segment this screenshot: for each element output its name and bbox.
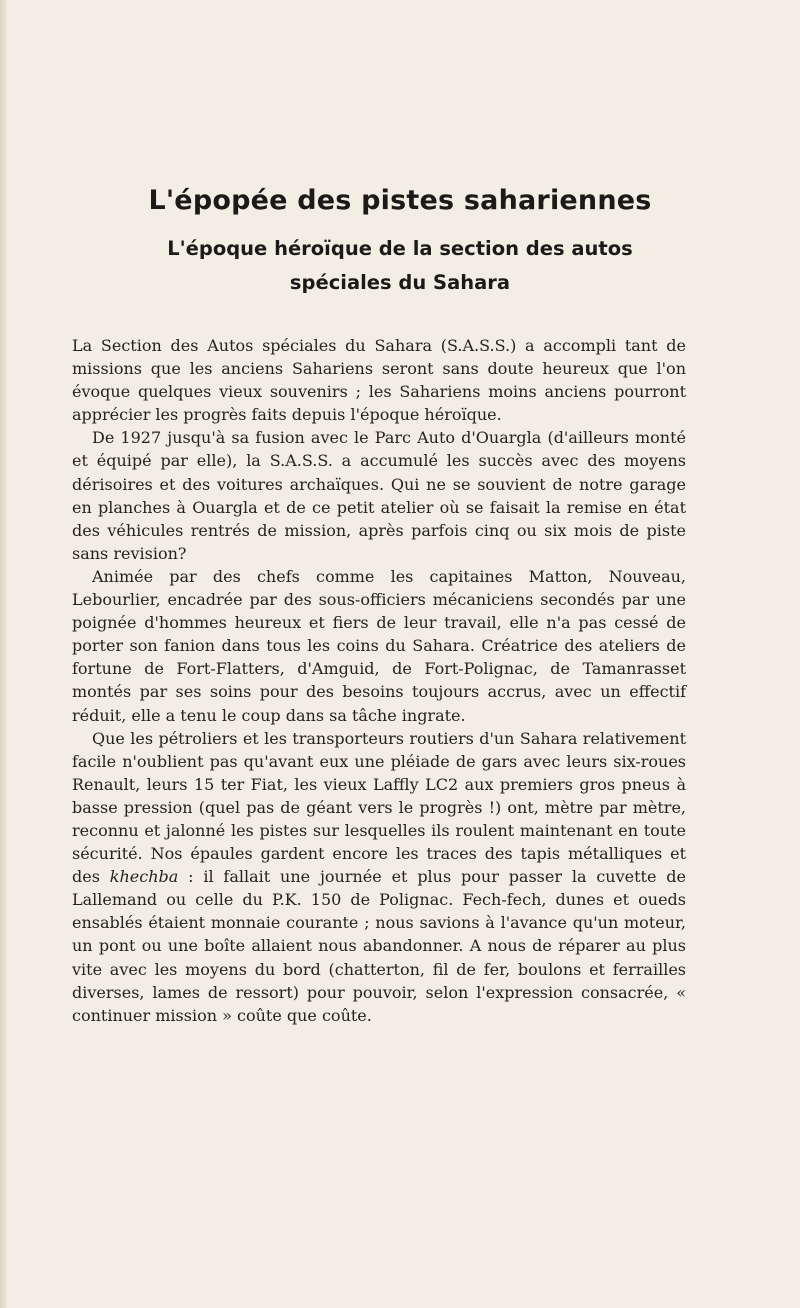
subtitle-line-1: L'époque héroïque de la section des autos: [167, 237, 633, 260]
paragraph-4-part-2: : il fallait une journée et plus pour passer la cuvette de Lallemand ou celle du P.K. 150 de Polignac. Fech-fech, dunes et oueds ensablés étaient monnaie courante ; nous savions à l'avance qu'un moteur, un pont ou une boîte allaient nous abandonner. A nous de réparer au plus vite avec les moyens du bord (chatterton, fil de fer, boulons et ferrailles diverses, lames de ressort) pour pouvoir, selon l'expression consacrée, « continuer mission » coûte que coûte.: [72, 867, 686, 1025]
subtitle-line-2: spéciales du Sahara: [289, 271, 511, 294]
italic-term-khechba: khechba: [109, 867, 179, 887]
paragraph-4-part-1: Que les pétroliers et les transporteurs routiers d'un Sahara relativement facile n'oublient pas qu'avant eux une pléiade de gars avec leurs six-roues Renault, leurs 15 ter Fiat, les vieux Laffly LC2 aux premiers gros pneus à basse pression (quel pas de géant vers le progrès !) ont, mètre par mètre, reconnu et jalonné les pistes sur lesquelles ils roulent maintenant en toute sécurité. Nos épaules gardent encore les traces des tapis métalliques et des: [72, 728, 686, 887]
paragraph-1: La Section des Autos spéciales du Sahara (S.A.S.S.) a accompli tant de missions que les anciens Sahariens seront sans doute heureux que l'on évoque quelques vieux souvenirs ; les Sahariens moins anciens pourront apprécier les progrès faits depuis l'époque héroïque.: [72, 336, 686, 425]
paragraph-2: De 1927 jusqu'à sa fusion avec le Parc Auto d'Ouargla (d'ailleurs monté et équipé par elle), la S.A.S.S. a accumulé les succès avec des moyens dérisoires et des voitures archaïques. Qui ne se souvient de notre garage en planches à Ouargla et de ce petit atelier où se faisait la remise en état des véhicules rentrés de mission, après parfois cinq ou six mois de piste sans revision?: [72, 428, 686, 563]
paragraph-3: Animée par des chefs comme les capitaines Matton, Nouveau, Lebourlier, encadrée par des sous-officiers mécaniciens secondés par une poignée d'hommes heureux et fiers de leur travail, elle n'a pas cessé de porter son fanion dans tous les coins du Sahara. Créatrice des ateliers de fortune de Fort-Flatters, d'Amguid, de Fort-Polignac, de Tamanrasset montés par ses soins pour des besoins toujours accrus, avec un effectif réduit, elle a tenu le coup dans sa tâche ingrate.: [72, 566, 686, 725]
article-title: L'épopée des pistes sahariennes: [148, 185, 652, 216]
paragraph-4: [72, 727, 686, 1027]
article-subtitle: [0, 232, 800, 300]
article-body: [72, 334, 686, 1027]
